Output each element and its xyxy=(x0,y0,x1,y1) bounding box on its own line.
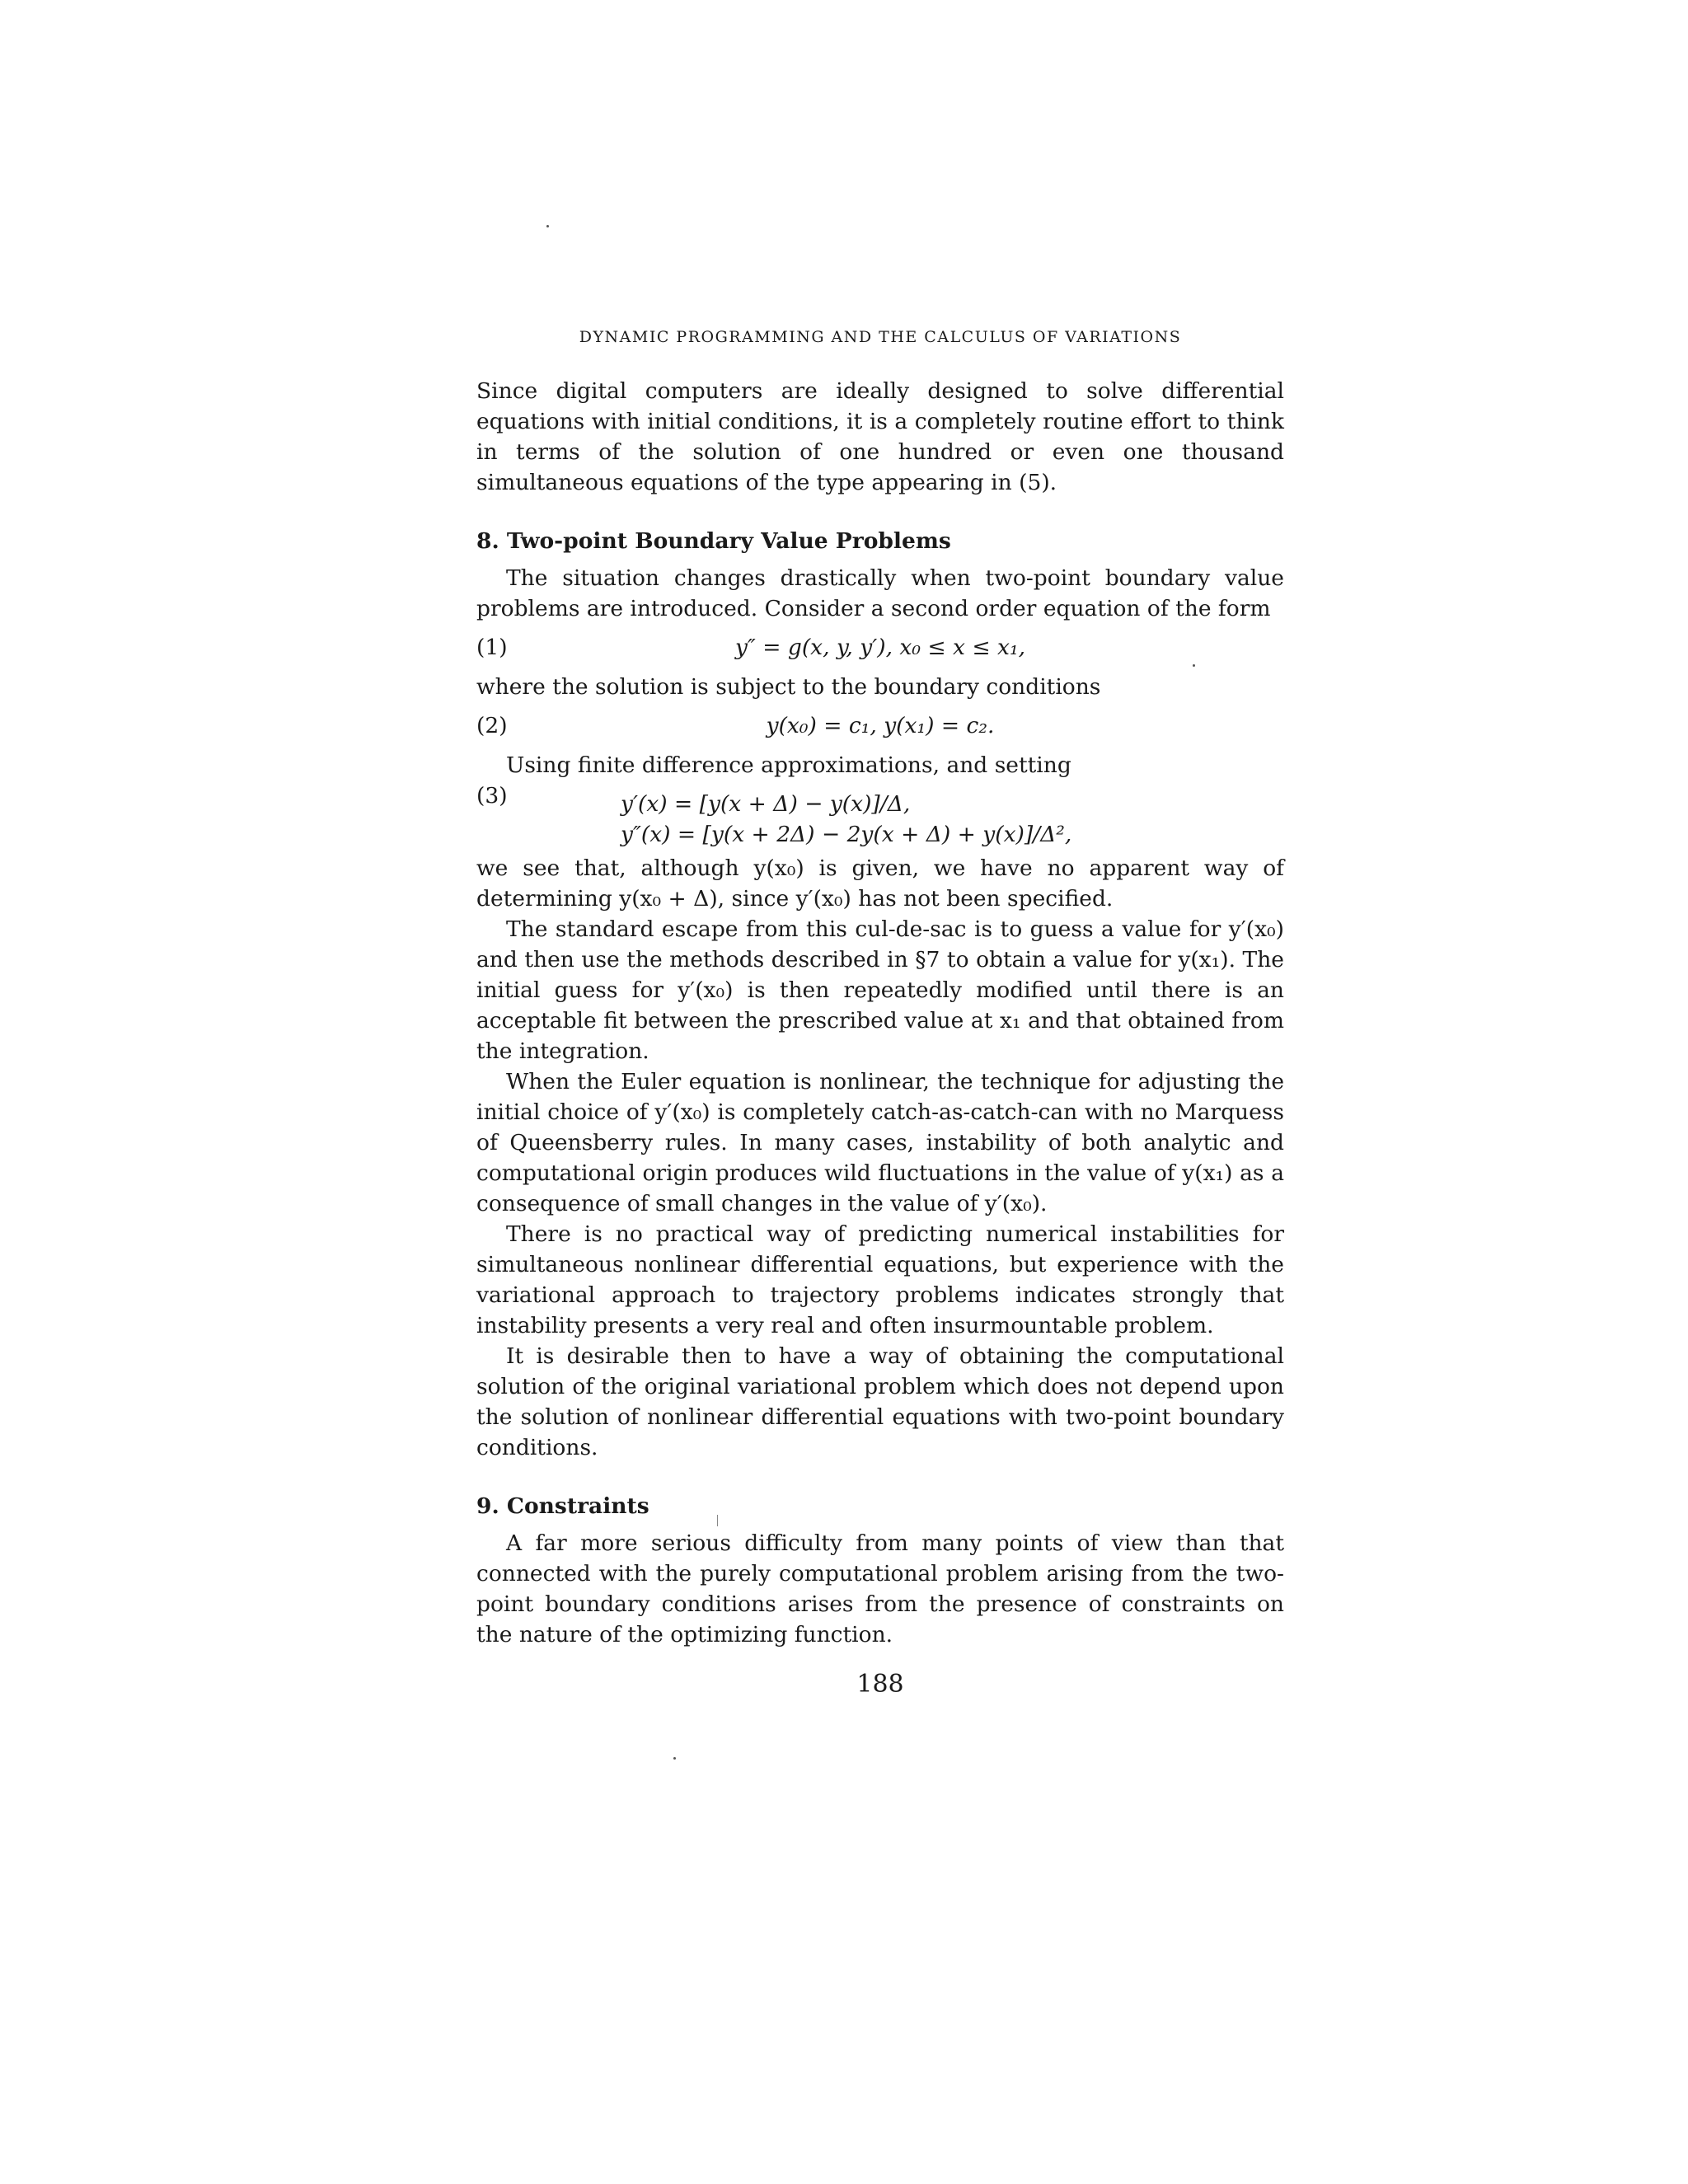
equation-line: y″(x) = [y(x + 2Δ) − 2y(x + Δ) + y(x)]/Δ², xyxy=(621,822,1072,847)
paragraph: A far more serious difficulty from many points of view than that connected with the purely computational problem arising from the two-point boundary conditions arises from the presence of constraints on the nature of the optimizing function. xyxy=(476,1530,1284,1647)
paragraph: The standard escape from this cul-de-sac is to guess a value for y′(x₀) and then use the methods described in §7 to obtain a value for y(x₁). The initial guess for y′(x₀) is then repeatedly modified until there is an acceptable fit between the prescribed value at x₁ and that obtained from the integration. xyxy=(476,916,1284,1064)
page-number: 188 xyxy=(856,1670,904,1699)
equation-body: y″ = g(x, y, y′), x₀ ≤ x ≤ x₁, xyxy=(734,635,1026,660)
paragraph: we see that, although y(x₀) is given, we have no apparent way of determining y(x₀ + Δ), since y′(x₀) has not been specified. xyxy=(476,855,1284,912)
section-heading-9: 9. Constraints xyxy=(476,1493,649,1519)
paragraph: When the Euler equation is nonlinear, the technique for adjusting the initial choice of y′(x₀) is completely catch-as-catch-can with no Marquess of Queensberry rules. In many cases, instability of both analytic and computational origin produces wild fluctuations in the value of y(x₁) as a consequence of small changes in the value of y′(x₀). xyxy=(476,1069,1284,1216)
scan-speck xyxy=(673,1757,676,1760)
book-page xyxy=(476,328,1284,1699)
equation-1 xyxy=(476,624,1284,672)
equation-body: y(x₀) = c₁, y(x₁) = c₂. xyxy=(766,713,995,738)
scan-speck xyxy=(546,225,549,227)
paragraph: It is desirable then to have a way of obtaining the computational solution of the original variational problem which does not depend upon the solution of nonlinear differential equations with two-point boundary conditions. xyxy=(476,1343,1284,1460)
running-head: DYNAMIC PROGRAMMING AND THE CALCULUS OF VARIATIONS xyxy=(579,328,1182,346)
paragraph: The situation changes drastically when two-point boundary value problems are introduced. Consider a second order equation of the form xyxy=(476,565,1284,621)
equation-3 xyxy=(476,780,1284,853)
section-heading-8: 8. Two-point Boundary Value Problems xyxy=(476,528,951,554)
equation-number: (2) xyxy=(476,713,508,738)
paragraph: There is no practical way of predicting numerical instabilities for simultaneous nonlinear differential equations, but experience with the variational approach to trajectory problems indicates strongly that instability presents a very real and often insurmountable problem. xyxy=(476,1221,1284,1338)
paragraph: where the solution is subject to the boundary conditions xyxy=(476,674,1101,700)
equation-line: y′(x) = [y(x + Δ) − y(x)]/Δ, xyxy=(621,791,911,817)
equation-lines xyxy=(621,789,1071,850)
intro-paragraph: Since digital computers are ideally designed to solve differential equations with initial conditions, it is a completely routine effort to think in terms of the solution of one hundred or even one thousand simultaneous equations of the type appearing in (5). xyxy=(476,378,1284,495)
paragraph: Using finite difference approximations, and setting xyxy=(506,752,1071,778)
equation-number: (1) xyxy=(476,635,508,660)
equation-number: (3) xyxy=(476,783,508,808)
equation-2 xyxy=(476,702,1284,750)
